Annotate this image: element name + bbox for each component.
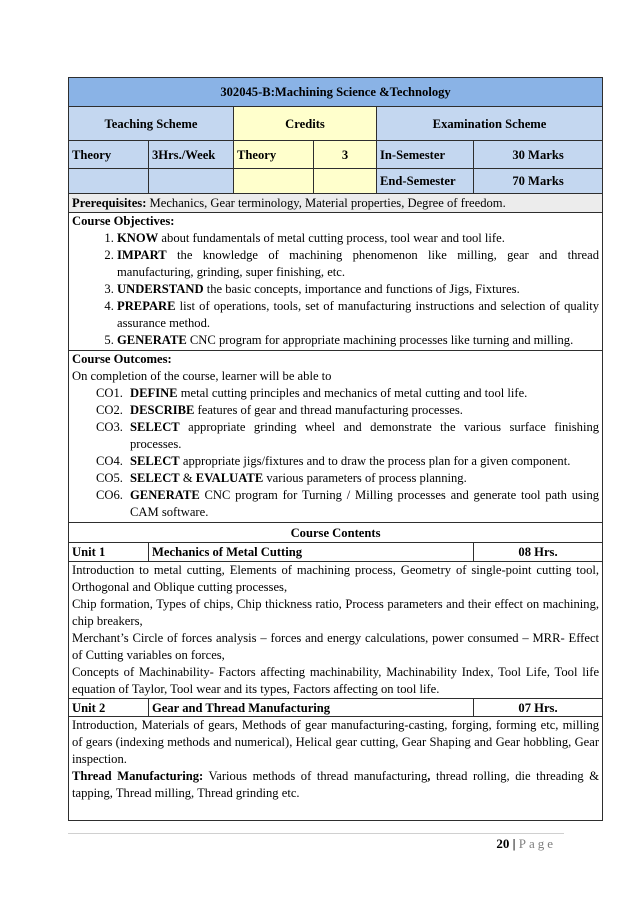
- unit1-paragraph: Chip formation, Types of chips, Chip thickness ratio, Process parameters and their effect on machining, chip breakers,: [72, 597, 600, 628]
- objective-text: the knowledge of machining phenomenon like milling, gear and thread manufacturing, grinding, super finishing, etc.: [117, 248, 600, 279]
- outcome-verb: SELECT: [130, 420, 180, 434]
- prerequisites-row: [69, 194, 603, 213]
- objectives-list: [72, 230, 599, 349]
- objective-text: list of operations, tools, set of manufacturing instructions and selection of quality assurance method.: [117, 299, 600, 330]
- empty-cell: [234, 169, 314, 194]
- exam-scheme-header: Examination Scheme: [377, 107, 603, 141]
- endsem-marks: 70 Marks: [474, 169, 603, 194]
- syllabus-page: [68, 77, 602, 821]
- outcome-number: CO4.: [96, 454, 123, 468]
- objective-verb: KNOW: [117, 231, 159, 245]
- insem-marks: 30 Marks: [474, 141, 603, 169]
- footer-separator: |: [512, 836, 516, 851]
- empty-cell: [69, 169, 149, 194]
- thread-comma: ,: [427, 769, 431, 783]
- objective-verb: GENERATE: [117, 333, 187, 347]
- objective-verb: IMPART: [117, 248, 167, 262]
- credits-header: Credits: [234, 107, 377, 141]
- objective-verb: PREPARE: [117, 299, 176, 313]
- outcome-connector: &: [179, 471, 196, 485]
- objective-item: [117, 298, 599, 332]
- objective-item: [117, 247, 599, 281]
- prerequisites-text: Mechanics, Gear terminology, Material properties, Degree of freedom.: [146, 196, 506, 210]
- unit1-paragraph: Merchant’s Circle of forces analysis – forces and energy calculations, power consumed – MRR- Effect of Cutting variables on forces,: [72, 631, 600, 662]
- outcome-text: metal cutting principles and mechanics of metal cutting and tool life.: [177, 386, 528, 400]
- outcome-item: [72, 487, 599, 521]
- unit2-content: [69, 717, 603, 821]
- unit1-hours: 08 Hrs.: [474, 543, 603, 562]
- outcome-verb: EVALUATE: [195, 471, 264, 485]
- theory-hours: 3Hrs./Week: [149, 141, 234, 169]
- objectives-section: [69, 213, 603, 351]
- endsem-label: End-Semester: [377, 169, 474, 194]
- unit2-hours: 07 Hrs.: [474, 699, 603, 717]
- objective-item: [117, 332, 599, 349]
- page-label: Page: [518, 836, 556, 851]
- unit1-paragraph: Introduction to metal cutting, Elements of machining process, Geometry of single-point cutting tool, Orthogonal and Oblique cutting processes,: [72, 563, 600, 594]
- page-number: 20: [496, 836, 510, 851]
- objective-verb: UNDERSTAND: [117, 282, 204, 296]
- outcome-text: CNC program for Turning / Milling processes and generate tool path using CAM software.: [130, 488, 600, 519]
- thread-label: Thread Manufacturing:: [72, 769, 204, 783]
- outcome-number: CO5.: [96, 471, 123, 485]
- unit2-paragraph: Introduction, Materials of gears, Methods of gear manufacturing-casting, forging, forming etc, milling of gears (indexing methods and numerical), Helical gear cutting, Gear Shaping and Gear hobbling, Gear inspection.: [72, 718, 600, 766]
- objective-item: [117, 230, 599, 247]
- objective-text: the basic concepts, importance and functions of Jigs, Fixtures.: [203, 282, 520, 296]
- objective-item: [117, 281, 599, 298]
- empty-cell: [314, 169, 377, 194]
- syllabus-table: [68, 77, 603, 821]
- empty-cell: [149, 169, 234, 194]
- thread-text: thread rolling, die threading & tapping, Thread milling, Thread grinding etc.: [72, 769, 600, 800]
- credit-value: 3: [314, 141, 377, 169]
- outcome-number: CO2.: [96, 403, 123, 417]
- outcome-verb: DEFINE: [130, 386, 178, 400]
- thread-text: Various methods of thread manufacturing: [203, 769, 428, 783]
- outcomes-heading: Course Outcomes:: [72, 352, 172, 366]
- objective-text: about fundamentals of metal cutting process, tool wear and tool life.: [158, 231, 505, 245]
- unit1-label: Unit 1: [69, 543, 149, 562]
- outcome-verb: SELECT: [130, 471, 180, 485]
- outcomes-intro: On completion of the course, learner will be able to: [72, 369, 332, 383]
- outcome-verb: DESCRIBE: [130, 403, 195, 417]
- outcome-number: CO1.: [96, 386, 123, 400]
- page-footer: [496, 836, 556, 852]
- outcome-verb: SELECT: [130, 454, 180, 468]
- outcome-text: various parameters of process planning.: [263, 471, 467, 485]
- unit2-thread-paragraph: [72, 768, 599, 802]
- outcome-item: [72, 385, 599, 402]
- footer-divider: [68, 833, 564, 834]
- course-title: 302045-B:Machining Science &Technology: [69, 78, 603, 107]
- outcome-text: features of gear and thread manufacturing processes.: [194, 403, 463, 417]
- unit1-paragraph: Concepts of Machinability- Factors affecting machinability, Machinability Index, Tool Life, Tool life equation of Taylor, Tool wear and its types, Factors affecting on tool life.: [72, 665, 600, 696]
- unit1-title: Mechanics of Metal Cutting: [149, 543, 474, 562]
- outcome-item: [72, 402, 599, 419]
- unit1-content: [69, 562, 603, 699]
- unit2-label: Unit 2: [69, 699, 149, 717]
- objective-text: CNC program for appropriate machining processes like turning and milling.: [186, 333, 574, 347]
- outcome-item: [72, 419, 599, 453]
- outcome-text: appropriate jigs/fixtures and to draw the process plan for a given component.: [179, 454, 571, 468]
- credit-theory-label: Theory: [234, 141, 314, 169]
- outcome-item: [72, 470, 599, 487]
- outcomes-section: [69, 351, 603, 523]
- unit2-title: Gear and Thread Manufacturing: [149, 699, 474, 717]
- teaching-scheme-header: Teaching Scheme: [69, 107, 234, 141]
- outcome-number: CO3.: [96, 420, 123, 434]
- insem-label: In-Semester: [377, 141, 474, 169]
- outcome-number: CO6.: [96, 488, 123, 502]
- outcome-item: [72, 453, 599, 470]
- objectives-heading: Course Objectives:: [72, 214, 175, 228]
- outcome-text: appropriate grinding wheel and demonstrate the various surface finishing processes.: [130, 420, 600, 451]
- course-contents-heading: Course Contents: [69, 523, 603, 543]
- theory-label: Theory: [69, 141, 149, 169]
- outcome-verb: GENERATE: [130, 488, 200, 502]
- prerequisites-label: Prerequisites:: [72, 196, 147, 210]
